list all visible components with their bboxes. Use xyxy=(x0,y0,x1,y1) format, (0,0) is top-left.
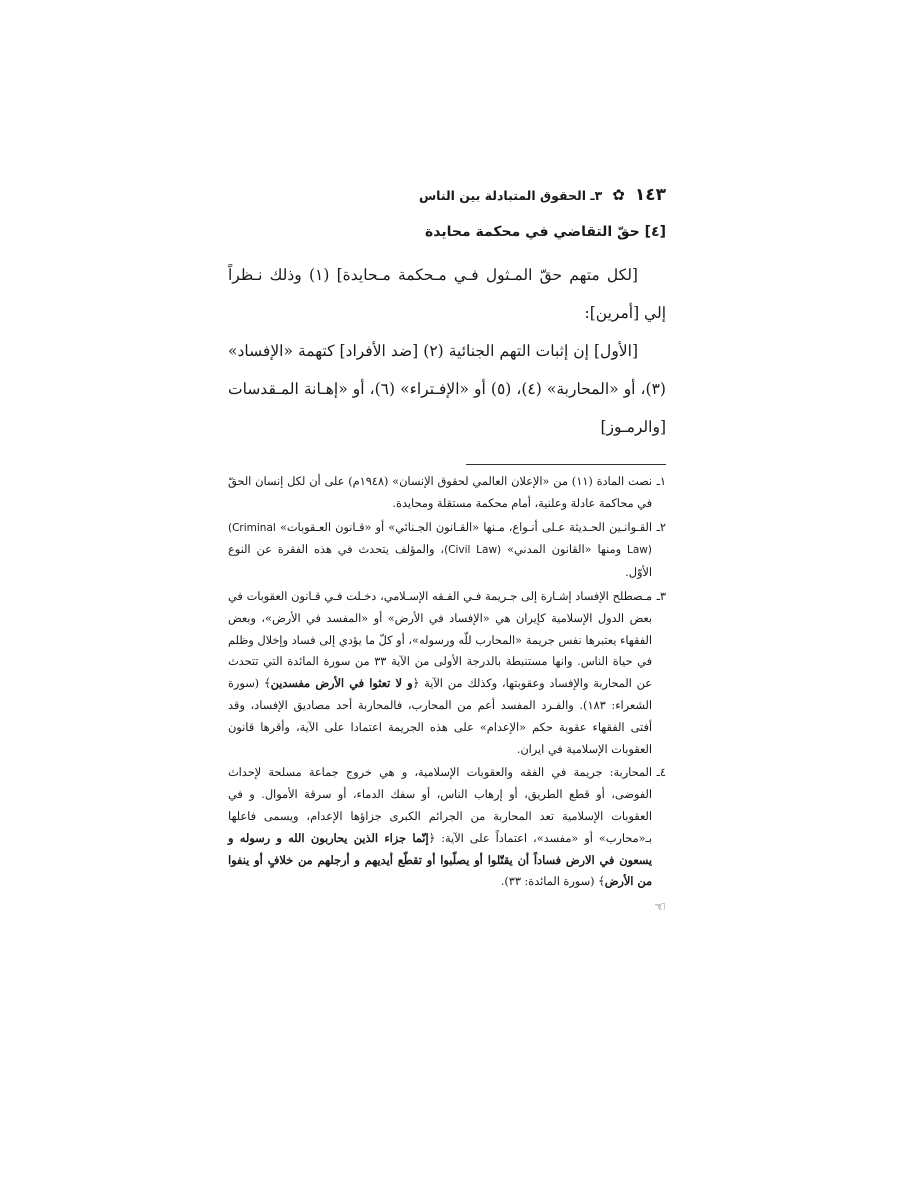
flower-ornament-icon: ✿ xyxy=(612,185,625,204)
main-text xyxy=(228,256,666,446)
footnote-text-part: ، والمؤلف يتحدث في هذه الفقرة عن النوع الأوّل. xyxy=(228,543,652,580)
latin-term: (Civil Law) xyxy=(444,544,502,557)
paragraph-2: [الأول] إن إثبات التهم الجنائية (٢) [ضد الأفراد] كتهمة «الإفساد» (٣)، أو «المحاربة» (٤)، (٥) أو «الإفـتراء» (٦)، أو «إهـانة المـقدسات [والرمـوز] xyxy=(228,342,666,436)
footnote-text-part: ﴾ (سورة الشعراء: ١٨٣). والفـرد المفسد أعم من المحارب، فالمحاربة أحد مصاديق الإفساد، وقد أفتى الفقهاء عقوبة حكم «الإعدام» على هذه الجريمة اعتمادا على الآية، وأقرها قانون العقوبات الإسلامية في ايران. xyxy=(228,677,652,756)
page-number: ١٤٣ xyxy=(634,185,666,205)
footnote-number: ٤ـ xyxy=(656,766,666,780)
chapter-title: ٣ـ الحقوق المتبادلة بين الناس xyxy=(418,187,603,203)
footnote-text-part: المحاربة: جريمة في الفقه والعقوبات الإسلامية، و هي خروج جماعة مسلحة لإحداث الفوضى، أو قطع الطريق، أو إرهاب الناس، أو سفك الدماء، أو سرقة الأموال. و في العقوبات الإسلامية تعد المحاربة من الجرائم الكبرى جزاؤها الإعدام، ويسمى فاعلها بـ«محارب» أو «مفسد»، اعتماداً على الآية: ﴿ xyxy=(228,766,652,845)
footnote-1 xyxy=(228,471,666,515)
footnote-number: ٢ـ xyxy=(656,520,666,534)
footnote-separator xyxy=(466,464,666,465)
footnote-2 xyxy=(228,517,666,584)
section-title: [٤] حقّ التقاضي في محكمة محايدة xyxy=(425,224,666,240)
footnote-text xyxy=(228,762,652,893)
footnote-4 xyxy=(228,762,666,893)
book-page xyxy=(228,184,666,919)
footnote-text-part: القـوانـين الحـديثة عـلى أنـواع، مـنها «القـانون الجـنائي» أو «قـانون العـقوبات» xyxy=(279,520,653,534)
footnote-text: نصت المادة (١١) من «الإعلان العالمي لحقوق الإنسان» (١٩٤٨م) على أن لكل إنسان الحقّ في محاكمة عادلة وعلنية، أمام محكمة مستقلة ومحايدة. xyxy=(228,475,652,510)
continuation-hand-icon: ☜ xyxy=(654,900,666,916)
footnote-text-part: ومنها «القانون المدني» xyxy=(507,543,622,557)
footnote-number: ١ـ xyxy=(656,475,666,488)
footnote-number: ٣ـ xyxy=(656,589,666,603)
paragraph-1: [لكل متهم حقّ المـثول فـي مـحكمة مـحايدة] (١) وذلك نـظراً إلي [أمرين]: xyxy=(228,266,666,322)
running-header xyxy=(228,184,666,206)
quran-quote: و لا تعثوا في الأرض مفسدين xyxy=(270,676,413,691)
footnote-3 xyxy=(228,586,666,760)
footnote-text-part: ﴾ (سورة المائدة: ٣٣). xyxy=(500,875,605,889)
footnote-text xyxy=(228,517,652,584)
footnote-text-part: مـصطلح الإفساد إشـارة إلى جـريمة فـي الفـقه الإسـلامي، دخـلت فـي قـانون العقوبات في بعض الدول الإسلامية كإيران هي «الإفساد في الأرض» أو «المفسد في الأرض»، وبعض الفقهاء يعتبرها نفس جريمة «المحارب للّه ورسوله»، أو كلّ ما يؤدي إلى فساد وإخلال وظلم في حياة الناس. وانها مستنبطة بالدرجة الأولى من الآية ٣٣ من سورة المائدة التي تتحدث عن المحاربة والإفساد وعقوبتها، وكذلك من الآية ﴿ xyxy=(228,589,653,691)
quran-quote: إنّما جزاء الذين يحاربون الله و رسوله و يسعون في الارض فساداً أن يقتّلوا أو يصلّبوا أو تقطّع أيديهم و أرجلهم من خلافٍ أو ينفوا من الأرض xyxy=(228,830,652,889)
footnotes xyxy=(228,471,666,919)
latin-term: (Criminal Law) xyxy=(228,521,652,557)
footnote-text xyxy=(228,586,652,760)
